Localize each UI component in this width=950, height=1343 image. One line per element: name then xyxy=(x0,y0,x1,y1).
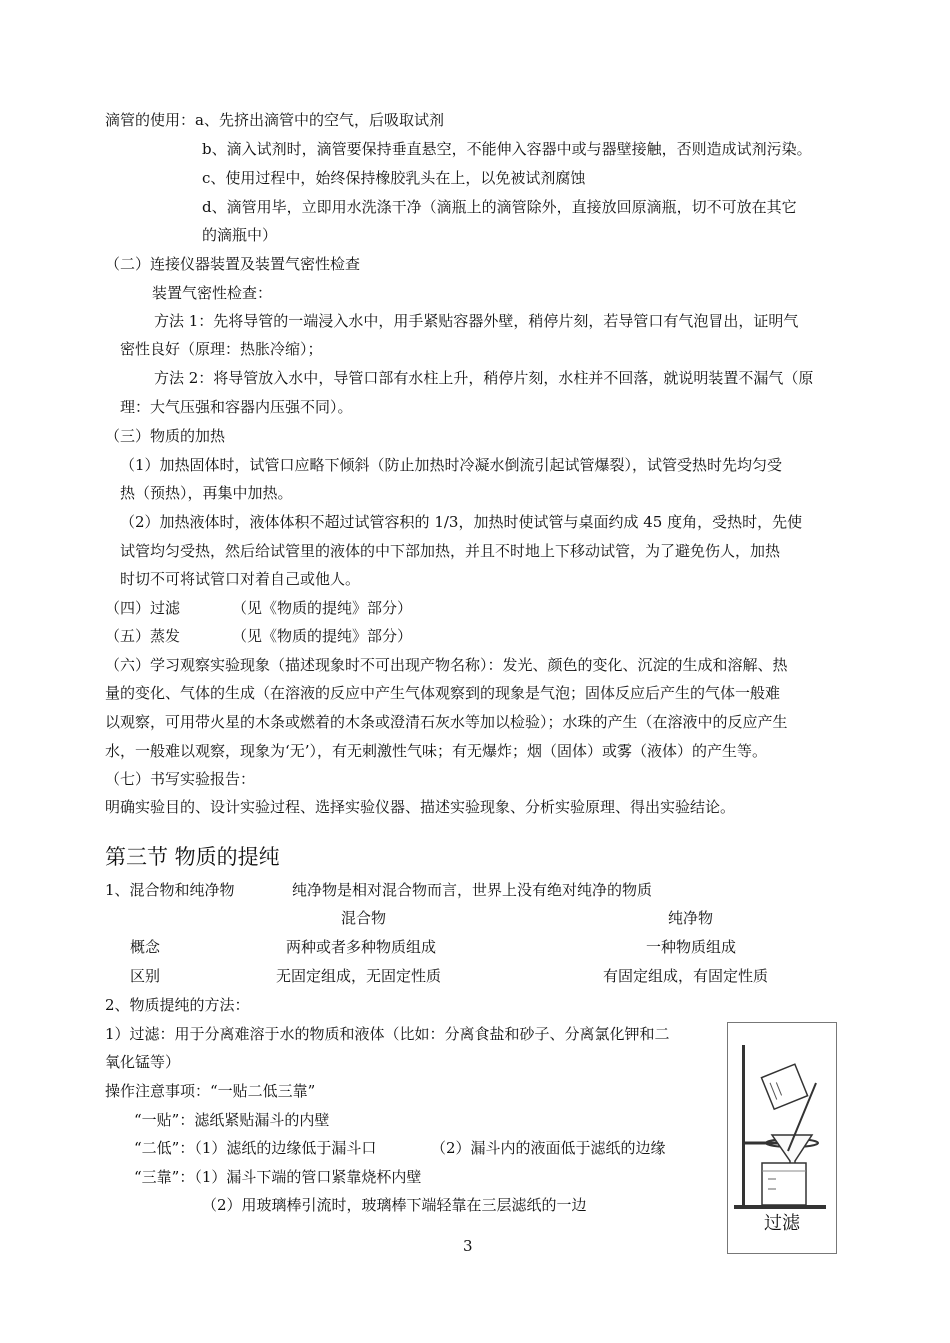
section-6-line-4: 水，一般难以观察，现象为‘无’），有无刺激性气味；有无爆炸；烟（固体）或雾（液体）的产生等。 xyxy=(105,742,768,760)
dropper-title: 滴管的使用：a、先挤出滴管中的空气，后吸取试剂 xyxy=(105,111,444,129)
page-number: 3 xyxy=(463,1237,473,1255)
table-cell: 无固定组成，无固定性质 xyxy=(276,967,442,985)
table-row-label: 区别 xyxy=(130,967,161,985)
filtration-desc-cont: 氧化锰等） xyxy=(105,1053,181,1071)
section-6-line-1: （六）学习观察实验现象（描述现象时不可出现产物名称）：发光、颜色的变化、沉淀的生成和溶解、热 xyxy=(105,656,788,674)
dropper-rule-c: c、使用过程中，始终保持橡胶乳头在上，以免被试剂腐蚀 xyxy=(202,169,586,187)
mixture-label: 1、混合物和纯净物 xyxy=(105,881,235,899)
section-5-note: （见《物质的提纯》部分） xyxy=(232,627,413,645)
figure-caption: 过滤 xyxy=(764,1213,800,1234)
rule-two-low: “二低”：（1）滤纸的边缘低于漏斗口 xyxy=(134,1139,377,1157)
section-4-note: （见《物质的提纯》部分） xyxy=(232,599,413,617)
table-cell: 一种物质组成 xyxy=(646,938,737,956)
methods-title: 2、物质提纯的方法： xyxy=(105,996,250,1014)
section-7-title: （七）书写实验报告： xyxy=(105,770,256,788)
section-heading: 第三节 物质的提纯 xyxy=(105,845,280,869)
filtration-figure xyxy=(727,1022,837,1254)
method-1: 方法 1：先将导管的一端浸入水中，用手紧贴容器外壁，稍停片刻，若导管口有气泡冒出，证明气 xyxy=(154,312,799,330)
method-2-cont: 理：大气压强和容器内压强不同）。 xyxy=(120,398,353,416)
heating-liquid: （2）加热液体时，液体体积不超过试管容积的 1/3，加热时使试管与桌面约成 45 度角，受热时，先使 xyxy=(120,513,803,531)
section-2-title: （二）连接仪器装置及装置气密性检查 xyxy=(105,255,361,273)
rule-two-low-b: （2）漏斗内的液面低于滤纸的边缘 xyxy=(431,1139,666,1157)
section-7-body: 明确实验目的、设计实验过程、选择实验仪器、描述实验现象、分析实验原理、得出实验结论。 xyxy=(105,798,736,816)
table-cell: 两种或者多种物质组成 xyxy=(286,938,437,956)
section-4-title: （四）过滤 xyxy=(105,599,181,617)
airtightness-subtitle: 装置气密性检查： xyxy=(152,284,273,302)
rule-three-lean: “三靠”：（1）漏斗下端的管口紧靠烧杯内壁 xyxy=(134,1168,422,1186)
table-header-mixture: 混合物 xyxy=(341,909,387,927)
filtration-notes-title: 操作注意事项：“一贴二低三靠” xyxy=(105,1082,316,1100)
mixture-note: 纯净物是相对混合物而言，世界上没有绝对纯净的物质 xyxy=(292,881,653,899)
heating-liquid-cont-2: 时切不可将试管口对着自己或他人。 xyxy=(120,570,361,588)
table-row-label: 概念 xyxy=(130,938,161,956)
section-3-title: （三）物质的加热 xyxy=(105,427,226,445)
filtration-desc: 1）过滤：用于分离难溶于水的物质和液体（比如：分离食盐和砂子、分离氯化钾和二 xyxy=(105,1025,670,1043)
rule-one-stick: “一贴”：滤纸紧贴漏斗的内壁 xyxy=(134,1111,330,1129)
rule-three-lean-2: （2）用玻璃棒引流时，玻璃棒下端轻靠在三层滤纸的一边 xyxy=(202,1196,587,1214)
dropper-rule-d: d、滴管用毕，立即用水洗涤干净（滴瓶上的滴管除外，直接放回原滴瓶，切不可放在其它 xyxy=(202,198,797,216)
heating-liquid-cont-1: 试管均匀受热，然后给试管里的液体的中下部加热，并且不时地上下移动试管，为了避免伤人，加热 xyxy=(120,542,781,560)
table-cell: 有固定组成，有固定性质 xyxy=(603,967,769,985)
section-6-line-2: 量的变化、气体的生成（在溶液的反应中产生气体观察到的现象是气泡；固体反应后产生的气体一般难 xyxy=(105,684,781,702)
heating-solid-cont: 热（预热），再集中加热。 xyxy=(120,484,293,502)
method-1-cont: 密性良好（原理：热胀冷缩）； xyxy=(120,340,323,358)
dropper-rule-b: b、滴入试剂时，滴管要保持垂直悬空，不能伸入容器中或与器壁接触，否则造成试剂污染。 xyxy=(202,140,812,158)
dropper-rule-d-cont: 的滴瓶中） xyxy=(202,226,278,244)
section-5-title: （五）蒸发 xyxy=(105,627,181,645)
heating-solid: （1）加热固体时，试管口应略下倾斜（防止加热时冷凝水倒流引起试管爆裂），试管受热时先均匀受 xyxy=(120,456,783,474)
method-2: 方法 2：将导管放入水中，导管口部有水柱上升，稍停片刻，水柱并不回落，就说明装置不漏气（原 xyxy=(154,369,814,387)
section-6-line-3: 以观察，可用带火星的木条或燃着的木条或澄清石灰水等加以检验）；水珠的产生（在溶液中的反应产生 xyxy=(105,713,788,731)
table-header-pure: 纯净物 xyxy=(668,909,714,927)
